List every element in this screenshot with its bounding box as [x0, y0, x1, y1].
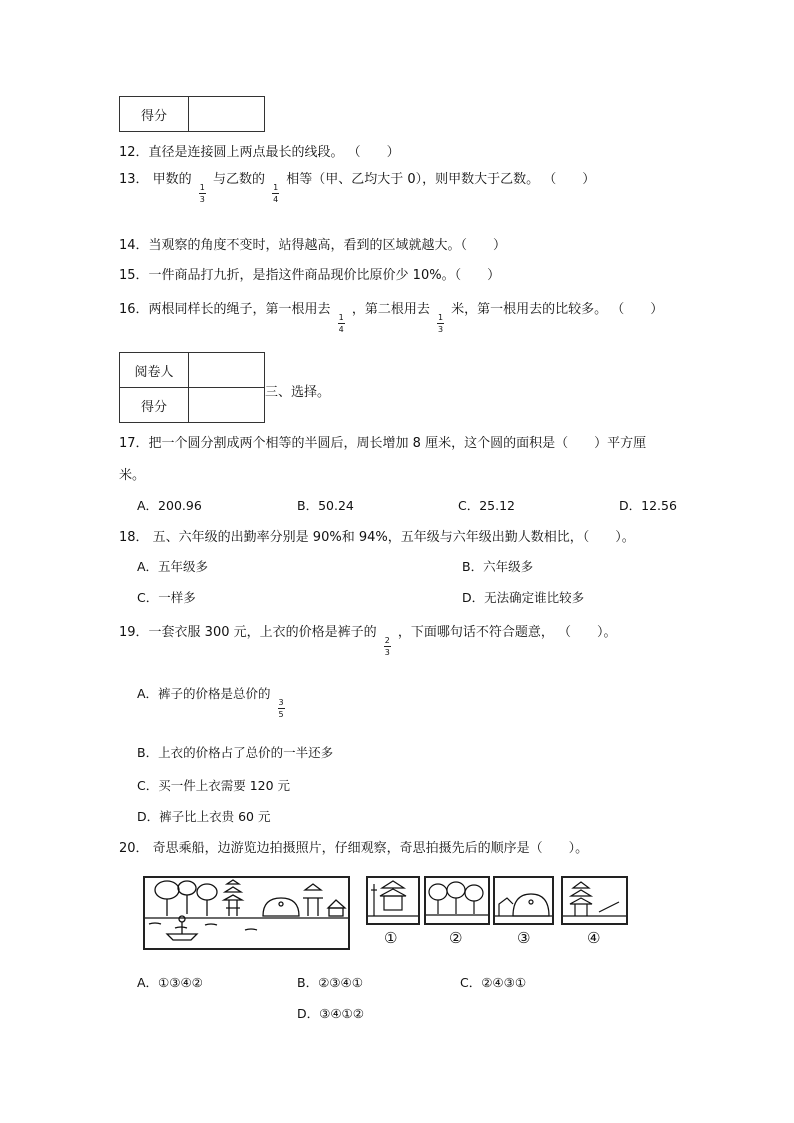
q16-text-3: 米，第一根用去的比较多。 （ ） [451, 302, 664, 317]
fraction-1-4: $\frac{1}{4}$ [338, 313, 344, 334]
q20-option-a[interactable]: A．①③④② [137, 975, 203, 990]
photo-1-drawing [368, 878, 418, 923]
q17-option-d[interactable]: D．12.56 [619, 498, 677, 513]
q20-option-c[interactable]: C．②④③① [460, 975, 527, 990]
river-scene-drawing [145, 878, 348, 948]
question-20: 20． 奇思乘船，边游览边拍摄照片，仔细观察，奇思拍摄先后的顺序是（ ）。 [119, 841, 589, 856]
score-cell[interactable] [189, 97, 265, 132]
question-15: 15．一件商品打九折，是指这件商品现价比原价少 10%。（ ） [119, 268, 501, 283]
q17-option-c[interactable]: C．25.12 [458, 498, 516, 513]
question-14: 14．当观察的角度不变时，站得越高，看到的区域就越大。（ ） [119, 238, 507, 253]
photo-3-image [493, 876, 554, 925]
q19-option-a[interactable] [137, 684, 288, 719]
q19-option-a-text: A．裤子的价格是总价的 [137, 686, 271, 701]
reviewer-cell[interactable] [189, 353, 265, 388]
score-cell[interactable] [189, 388, 265, 423]
section-title: 三、选择。 [265, 385, 331, 400]
question-18: 18． 五、六年级的出勤率分别是 90%和 94%，五年级与六年级出勤人数相比，（ ）。 [119, 530, 635, 545]
q19-option-b[interactable]: B．上衣的价格占了总价的一半还多 [137, 745, 334, 760]
label-1: ① [384, 929, 398, 947]
q19-option-c[interactable]: C．买一件上衣需要 120 元 [137, 778, 291, 793]
q16-text-1: 16．两根同样长的绳子，第一根用去 [119, 302, 331, 317]
q18-option-c[interactable]: C．一样多 [137, 590, 196, 605]
q19-option-d[interactable]: D．裤子比上衣贵 60 元 [137, 809, 271, 824]
fraction-2-3: $\frac{2}{3}$ [384, 636, 390, 657]
question-17-cont: 米。 [119, 468, 146, 483]
q19-text-2: ，下面哪句话不符合题意， （ ）。 [397, 625, 617, 640]
q18-option-d[interactable]: D．无法确定谁比较多 [462, 590, 585, 605]
q20-option-d[interactable]: D．③④①② [297, 1006, 364, 1021]
score-box-1 [119, 96, 265, 132]
photo-2-drawing [426, 878, 488, 923]
label-4: ④ [587, 929, 601, 947]
photo-4-image [561, 876, 628, 925]
q17-option-a[interactable]: A．200.96 [137, 498, 202, 513]
fraction-1-3: $\frac{1}{3}$ [437, 313, 444, 334]
score-label: 得分 [120, 388, 189, 423]
fraction-1-3: $\frac{1}{3}$ [199, 183, 205, 204]
question-13 [119, 168, 596, 204]
q18-option-a[interactable]: A．五年级多 [137, 559, 209, 574]
question-16 [119, 298, 664, 334]
score-box-2 [119, 352, 265, 423]
reviewer-label: 阅卷人 [120, 353, 189, 388]
q19-text-1: 19．一套衣服 300 元，上衣的价格是裤子的 [119, 625, 377, 640]
label-3: ③ [517, 929, 531, 947]
q17-option-b[interactable]: B．50.24 [297, 498, 354, 513]
question-19 [119, 621, 617, 657]
photo-1-image [366, 876, 420, 925]
q13-text-3: 相等（甲、乙均大于 0），则甲数大于乙数。 （ ） [286, 172, 596, 187]
label-2: ② [449, 929, 463, 947]
photo-2-image [424, 876, 490, 925]
photo-4-drawing [563, 878, 626, 923]
score-label: 得分 [120, 97, 189, 132]
q13-text-2: 与乙数的 [212, 172, 265, 187]
fraction-1-4: $\frac{1}{4}$ [273, 183, 279, 204]
photo-3-drawing [495, 878, 552, 923]
fraction-3-5: $\frac{3}{5}$ [278, 698, 284, 719]
question-17: 17．把一个圆分割成两个相等的半圆后，周长增加 8 厘米，这个圆的面积是（ ）平方厘 [119, 436, 647, 451]
q20-option-b[interactable]: B．②③④① [297, 975, 363, 990]
q16-text-2: ，第二根用去 [351, 302, 430, 317]
river-scene-image [143, 876, 350, 950]
q13-text-1: 13． 甲数的 [119, 172, 192, 187]
question-12: 12．直径是连接圆上两点最长的线段。 （ ） [119, 145, 400, 160]
q18-option-b[interactable]: B．六年级多 [462, 559, 534, 574]
